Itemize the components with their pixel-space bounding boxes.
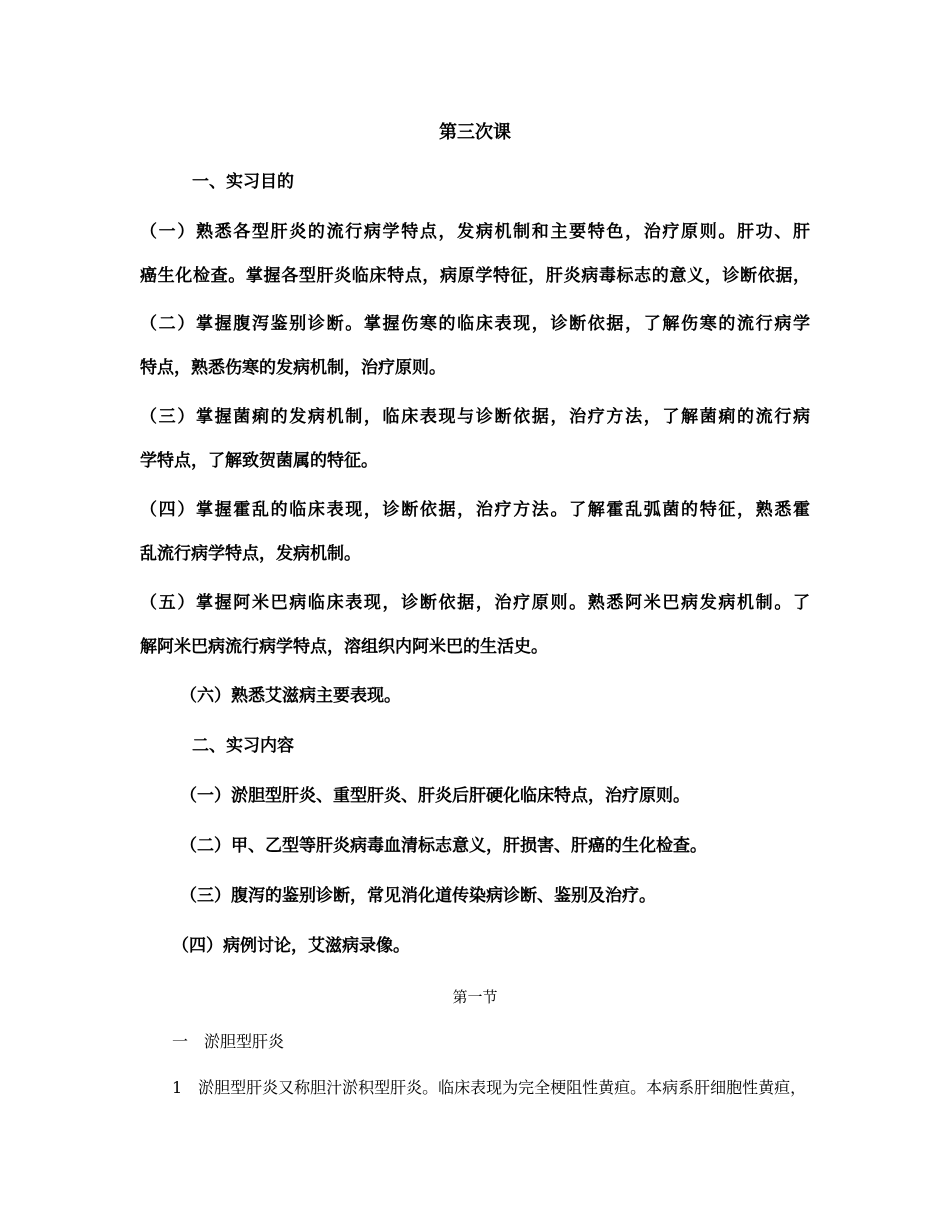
objective-5-line-2: 解阿米巴病流行病学特点，溶组织内阿米巴的生活史。: [140, 637, 548, 657]
objective-1-line-2: 癌生化检查。掌握各型肝炎临床特点，病原学特征，肝炎病毒标志的意义，诊断依据，: [140, 266, 810, 286]
objective-2-line-2: 特点，熟悉伤寒的发病机制，治疗原则。: [140, 358, 446, 378]
content-item-4: （四）病例讨论，艾滋病录像。: [172, 936, 410, 956]
objective-4-line-2: 乱流行病学特点，发病机制。: [140, 544, 361, 564]
part-subheading: 一 淤胆型肝炎: [172, 1032, 285, 1051]
section-heading-content: 二、实习内容: [192, 736, 294, 756]
part-heading: 第一节: [452, 988, 498, 1006]
objective-3-line-2: 学特点，了解致贺菌属的特征。: [140, 451, 378, 471]
page-title: 第三次课: [439, 122, 511, 143]
objective-3-line-1: （三）掌握菌痢的发病机制，临床表现与诊断依据，治疗方法，了解菌痢的流行病: [140, 407, 810, 427]
content-item-3: （三）腹泻的鉴别诊断，常见消化道传染病诊断、鉴别及治疗。: [180, 886, 656, 906]
objective-1-line-1: （一）熟悉各型肝炎的流行病学特点，发病机制和主要特色，治疗原则。肝功、肝: [140, 222, 810, 242]
objective-4-line-1: （四）掌握霍乱的临床表现，诊断依据，治疗方法。了解霍乱弧菌的特征，熟悉霍: [140, 500, 810, 520]
content-item-2: （二）甲、乙型等肝炎病毒血清标志意义，肝损害、肝癌的生化检查。: [180, 836, 707, 856]
part-paragraph-1: 1 淤胆型肝炎又称胆汁淤积型肝炎。临床表现为完全梗阻性黄疸。本病系肝细胞性黄疸，: [172, 1078, 807, 1097]
objective-6: （六）熟悉艾滋病主要表现。: [180, 686, 401, 706]
content-item-1: （一）淤胆型肝炎、重型肝炎、肝炎后肝硬化临床特点，治疗原则。: [180, 786, 690, 806]
objective-2-line-1: （二）掌握腹泻鉴别诊断。掌握伤寒的临床表现，诊断依据，了解伤寒的流行病学: [140, 314, 810, 334]
objective-5-line-1: （五）掌握阿米巴病临床表现，诊断依据，治疗原则。熟悉阿米巴病发病机制。了: [140, 593, 810, 613]
section-heading-objectives: 一、实习目的: [192, 172, 294, 192]
